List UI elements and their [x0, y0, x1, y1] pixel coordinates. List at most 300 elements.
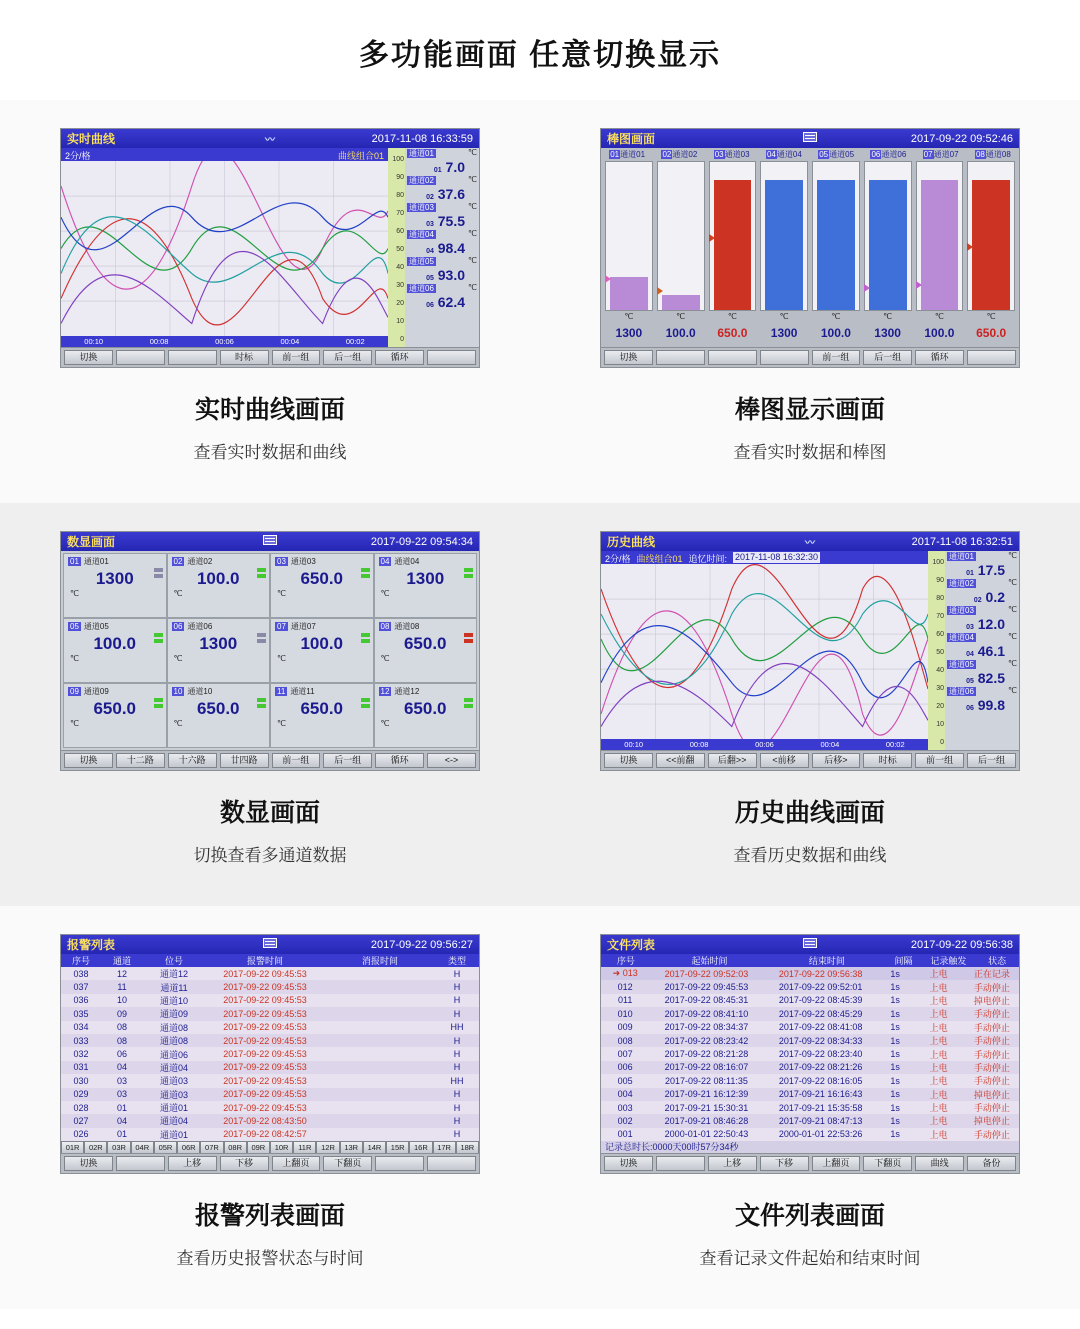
button-blank[interactable]: [427, 350, 476, 365]
table-row[interactable]: [601, 980, 1019, 993]
button-blank[interactable]: [760, 350, 809, 365]
cell-trigger: 上电: [929, 1129, 948, 1140]
y-tick: 10: [936, 721, 944, 728]
button-blank[interactable]: [656, 350, 705, 365]
datetime: 2017-09-22 09:54:34: [370, 535, 473, 548]
cell-end-time: 2017-09-21 08:47:13: [778, 1115, 863, 1126]
button-bar[interactable]: [601, 750, 1019, 770]
channel-no: 02: [173, 557, 183, 566]
digital-cell[interactable]: [374, 618, 478, 683]
cell-channel: 04: [116, 1115, 127, 1126]
button-move-up[interactable]: 上移: [168, 1156, 217, 1171]
channel-name: 通道06: [949, 687, 974, 696]
bar-column: [657, 161, 705, 311]
bar-columns: [601, 161, 1019, 311]
button-blank[interactable]: [116, 1156, 165, 1171]
table-row[interactable]: [61, 1074, 479, 1087]
cell-interval: 1s: [890, 1022, 900, 1033]
channel-value: 650.0: [196, 699, 240, 718]
cell-type: H: [453, 1035, 461, 1046]
caption-title: 文件列表画面: [734, 1202, 885, 1230]
button-curve[interactable]: 曲线: [915, 1156, 964, 1171]
cell-seq: 006: [617, 1062, 633, 1073]
group-label: 曲线组合01: [337, 151, 384, 161]
cell-alarm-time: 2017-09-22 09:45:53: [223, 1089, 307, 1100]
channel-no: 02: [426, 194, 434, 201]
cell-type: H: [453, 982, 461, 993]
table-row[interactable]: [61, 994, 479, 1007]
cell-seq: 001: [617, 1129, 633, 1140]
button-cycle[interactable]: 循环: [375, 350, 424, 365]
cell-end-time: 2017-09-22 08:34:33: [778, 1035, 863, 1046]
channel-row: [405, 148, 479, 175]
alarm-tab[interactable]: 13R: [340, 1141, 363, 1154]
alarm-tab[interactable]: 07R: [200, 1141, 223, 1154]
panel-bar-graph: [540, 100, 1080, 503]
caption-title: 报警列表画面: [194, 1202, 345, 1230]
button-cycle[interactable]: 循环: [915, 350, 964, 365]
table-header: [601, 954, 1019, 967]
caption-sub: 查看实时数据和曲线: [193, 443, 347, 462]
button-12ch[interactable]: 十二路: [116, 753, 165, 768]
button-move-down[interactable]: 下移: [760, 1156, 809, 1171]
alarm-tab[interactable]: 09R: [247, 1141, 270, 1154]
cell-tag: 通道06: [159, 1049, 188, 1060]
time-tick: 00:08: [149, 337, 169, 346]
cell-status: 手动停止: [973, 1062, 1010, 1073]
channel-unit: ℃: [468, 175, 477, 184]
bar-chart-area: [601, 148, 1019, 347]
channel-value: 0.2: [985, 589, 1005, 605]
channel-name: 通道06: [409, 284, 434, 293]
alarm-tab[interactable]: 02R: [84, 1141, 107, 1154]
cell-seq: 027: [73, 1115, 89, 1126]
table-row[interactable]: [601, 1088, 1019, 1101]
button-bar[interactable]: [61, 1153, 479, 1173]
bar-unit: ℃: [831, 312, 841, 321]
caption-title: 历史曲线画面: [734, 799, 885, 827]
digital-cell[interactable]: [167, 683, 271, 748]
channel-no: 06: [966, 705, 974, 712]
panel-history-trend: [540, 503, 1080, 906]
channel-no: 04: [966, 651, 974, 658]
channel-no: 12: [380, 687, 390, 696]
digital-grid-area: [61, 551, 479, 750]
button-move-down[interactable]: 下移: [220, 1156, 269, 1171]
button-16ch[interactable]: 十六路: [168, 753, 217, 768]
channel-unit: ℃: [1008, 659, 1017, 668]
table-row[interactable]: [61, 1021, 479, 1034]
cell-start-time: 2017-09-22 08:16:07: [664, 1062, 749, 1073]
cell-start-time: 2017-09-22 08:41:10: [664, 1008, 749, 1019]
channel-name: 通道01: [409, 149, 434, 158]
screen-digital-display[interactable]: [60, 531, 480, 771]
cell-trigger: 上电: [929, 1076, 948, 1087]
table-row[interactable]: [61, 1034, 479, 1047]
y-tick: 80: [936, 595, 944, 602]
cell-end-time: 2017-09-22 08:23:40: [778, 1049, 863, 1060]
channel-value: 650.0: [300, 569, 344, 588]
alarm-tab[interactable]: 14R: [363, 1141, 386, 1154]
channel-name: 通道02: [949, 579, 974, 588]
cell-type: H: [453, 1102, 461, 1113]
cell-seq: 036: [73, 995, 89, 1006]
channel-row: [945, 578, 1019, 605]
cell-seq: 037: [73, 982, 89, 993]
screen-history-trend[interactable]: [600, 531, 1020, 771]
cell-status: 掉电停止: [973, 995, 1010, 1006]
screen-alarm-list[interactable]: [60, 934, 480, 1174]
screen-title: 数显画面: [67, 535, 116, 549]
bar-value: 1300: [615, 326, 643, 340]
button-toggle[interactable]: <->: [427, 753, 476, 768]
cell-channel: 01: [116, 1129, 127, 1140]
channel-unit: ℃: [70, 589, 79, 598]
table-row[interactable]: [601, 1034, 1019, 1047]
alarm-tab[interactable]: 06R: [177, 1141, 200, 1154]
channel-unit: ℃: [173, 589, 183, 598]
button-blank[interactable]: [967, 350, 1016, 365]
button-backup[interactable]: 备份: [967, 1156, 1016, 1171]
record-total-duration: 记录总时长:0000天00时57分34秒: [601, 1141, 1019, 1154]
table-row[interactable]: [601, 1074, 1019, 1087]
channel-unit: ℃: [468, 202, 477, 211]
cell-alarm-time: 2017-09-22 09:45:53: [223, 995, 307, 1006]
digital-cell[interactable]: [63, 618, 167, 683]
button-page-down[interactable]: 下翻页: [323, 1156, 372, 1171]
cell-end-time: 2017-09-22 09:52:01: [778, 982, 863, 993]
button-timemark[interactable]: 时标: [863, 753, 912, 768]
button-bar[interactable]: [61, 347, 479, 367]
channel-value: 650.0: [403, 699, 447, 718]
alarm-tab[interactable]: 04R: [131, 1141, 154, 1154]
cell-interval: 1s: [890, 1075, 900, 1086]
cell-type: H: [453, 1049, 461, 1060]
button-page-up[interactable]: 上翻页: [812, 1156, 861, 1171]
button-prev-group[interactable]: 前一组: [812, 350, 861, 365]
cell-trigger: 上电: [929, 1049, 948, 1060]
table-row[interactable]: [61, 967, 479, 980]
channel-value: 98.4: [437, 240, 465, 256]
time-tick: 00:02: [885, 740, 905, 749]
y-tick: 100: [392, 156, 404, 163]
cell-tag: 通道04: [159, 1062, 188, 1073]
channel-value: 1300: [199, 634, 238, 653]
alarm-tab[interactable]: 01R: [61, 1141, 84, 1154]
alarm-tab[interactable]: 05R: [154, 1141, 177, 1154]
cell-alarm-time: 2017-09-22 09:45:53: [223, 1102, 307, 1113]
col-channel: 通道: [112, 956, 131, 966]
table-row[interactable]: [601, 1128, 1019, 1141]
alarm-tab[interactable]: 17R: [433, 1141, 456, 1154]
button-page-back[interactable]: <<前翻: [656, 753, 705, 768]
button-prev-group[interactable]: 前一组: [272, 753, 321, 768]
trend-plot-area: [61, 148, 388, 347]
cell-type: H: [453, 968, 461, 979]
channel-name: 通道04: [394, 557, 420, 566]
caption-title: 数显画面: [219, 799, 320, 827]
table-row[interactable]: [601, 994, 1019, 1007]
button-switch[interactable]: 切换: [604, 753, 653, 768]
table-row[interactable]: [61, 1061, 479, 1074]
grid-icon: [803, 938, 817, 948]
button-next-group[interactable]: 后一组: [863, 350, 912, 365]
titlebar: [61, 129, 479, 148]
digital-cell[interactable]: [167, 553, 271, 618]
cell-trigger: 上电: [929, 969, 948, 980]
col-seq: 序号: [71, 956, 90, 966]
cell-interval: 1s: [890, 995, 900, 1006]
bar-value: 1300: [874, 326, 901, 340]
cell-seq: 010: [617, 1008, 633, 1019]
channel-no: 04: [380, 557, 390, 566]
alarm-tab[interactable]: 16R: [409, 1141, 432, 1154]
channel-no: 01: [433, 167, 442, 174]
cell-start-time: 2017-09-22 09:52:03: [664, 968, 749, 979]
channel-value: 1300: [95, 569, 134, 588]
cell-tag: 通道09: [159, 1009, 188, 1020]
wave-icon: 〰: [265, 135, 275, 146]
cell-end-time: 2017-09-22 08:45:29: [778, 1008, 863, 1019]
cell-interval: 1s: [890, 1102, 900, 1113]
channel-name: 通道03: [949, 606, 974, 615]
time-axis: [61, 336, 388, 347]
trend-curves: [61, 161, 388, 336]
channel-value: 7.0: [445, 159, 465, 175]
screen-realtime-trend[interactable]: [60, 128, 480, 368]
button-bar[interactable]: [601, 1153, 1019, 1173]
table-row[interactable]: [601, 1061, 1019, 1074]
digital-cell[interactable]: [374, 553, 478, 618]
button-blank[interactable]: [375, 1156, 424, 1171]
alarm-tab[interactable]: 10R: [270, 1141, 293, 1154]
cell-tag: 通道03: [159, 1089, 188, 1100]
recall-value[interactable]: 2017-11-08 16:32:30: [735, 552, 818, 562]
table-row[interactable]: [61, 1047, 479, 1060]
cell-type: HH: [450, 1075, 464, 1086]
alarm-tab[interactable]: 11R: [293, 1141, 316, 1154]
table-row[interactable]: [61, 1088, 479, 1101]
y-tick: 70: [936, 613, 944, 620]
trend-curves: [601, 564, 928, 739]
channel-no: 03: [426, 221, 434, 228]
grid-icon: [263, 938, 277, 948]
channel-unit: ℃: [70, 654, 79, 663]
y-tick: 70: [396, 210, 404, 217]
table-row[interactable]: [601, 1114, 1019, 1127]
table-row[interactable]: [61, 980, 479, 993]
table-row[interactable]: [601, 967, 1019, 980]
button-page-forward[interactable]: 后翻>>: [708, 753, 757, 768]
titlebar: [601, 935, 1019, 954]
channel-name: 通道04: [409, 230, 434, 239]
cell-tag: 通道10: [159, 995, 188, 1006]
button-blank[interactable]: [168, 350, 217, 365]
col-interval: 间隔: [894, 956, 913, 966]
digital-cell[interactable]: [270, 618, 374, 683]
panel-digital-display: [0, 503, 540, 906]
digital-cell[interactable]: [270, 553, 374, 618]
channel-no: 11: [277, 687, 286, 696]
cell-start-time: 2000-01-01 22:50:43: [664, 1129, 749, 1140]
button-prev-group[interactable]: 前一组: [272, 350, 321, 365]
channel-no: 07: [277, 622, 286, 631]
cell-seq: 005: [617, 1075, 633, 1086]
digital-cell[interactable]: [63, 553, 167, 618]
cell-alarm-time: 2017-09-22 09:45:53: [223, 1049, 307, 1060]
channel-value: 99.8: [977, 697, 1005, 713]
cell-channel: 10: [116, 995, 127, 1006]
y-tick: 0: [940, 739, 944, 746]
cell-alarm-time: 2017-09-22 09:45:53: [223, 1035, 307, 1046]
button-prev-group[interactable]: 前一组: [915, 753, 964, 768]
channel-panel[interactable]: [405, 148, 479, 347]
cell-trigger: 上电: [929, 1103, 948, 1114]
table-row[interactable]: [601, 1047, 1019, 1060]
bar-unit: ℃: [727, 312, 737, 321]
channel-name: 通道02: [409, 176, 434, 185]
channel-value: 1300: [406, 569, 445, 588]
button-timemark[interactable]: 时标: [220, 350, 269, 365]
cell-end-time: 2017-09-22 08:21:26: [778, 1062, 863, 1073]
button-next-group[interactable]: 后一组: [323, 753, 372, 768]
channel-unit: ℃: [1008, 551, 1017, 560]
channel-name: 通道02: [187, 557, 213, 566]
table-row[interactable]: [601, 1101, 1019, 1114]
channel-unit: ℃: [1008, 686, 1017, 695]
bar-header: 02通道02: [662, 150, 698, 159]
cell-alarm-time: 2017-09-22 09:45:53: [223, 968, 307, 979]
titlebar: [61, 532, 479, 551]
screen-file-list[interactable]: [600, 934, 1020, 1174]
cell-alarm-time: 2017-09-22 09:45:53: [223, 1062, 307, 1073]
button-next-group[interactable]: 后一组: [967, 753, 1016, 768]
cell-tag: 通道01: [159, 1129, 188, 1140]
digital-cell[interactable]: [374, 683, 478, 748]
channel-row: [945, 686, 1019, 713]
button-shift-left[interactable]: <前移: [760, 753, 809, 768]
bar-unit: ℃: [986, 312, 996, 321]
cell-type: H: [453, 1008, 461, 1019]
col-type: 类型: [447, 956, 466, 966]
button-switch[interactable]: 切换: [64, 753, 113, 768]
cell-seq: 026: [73, 1129, 89, 1140]
cell-interval: 1s: [890, 1035, 900, 1046]
cell-start-time: 2017-09-22 08:45:31: [664, 995, 749, 1006]
col-start: 起始时间: [691, 956, 728, 966]
cell-interval: 1s: [890, 982, 900, 993]
button-shift-right[interactable]: 后移>: [812, 753, 861, 768]
table-row[interactable]: [61, 1101, 479, 1114]
button-next-group[interactable]: 后一组: [323, 350, 372, 365]
bar-header: 08通道08: [975, 150, 1011, 159]
channel-no: 01: [70, 557, 79, 566]
cell-seq: 030: [73, 1075, 89, 1086]
table-row[interactable]: [61, 1128, 479, 1141]
time-tick: 00:06: [755, 740, 774, 749]
recall-label: 追忆时间:: [688, 554, 728, 564]
button-page-up[interactable]: 上翻页: [272, 1156, 321, 1171]
datetime: 2017-11-08 16:33:59: [371, 132, 473, 145]
button-bar[interactable]: [601, 347, 1019, 367]
channel-name: 通道01: [949, 552, 974, 561]
digital-cell[interactable]: [167, 618, 271, 683]
cell-trigger: 上电: [929, 1062, 948, 1073]
cell-start-time: 2017-09-22 08:23:42: [664, 1035, 749, 1046]
channel-no: 01: [966, 570, 974, 577]
caption-sub: 查看历史报警状态与时间: [176, 1249, 364, 1268]
button-blank[interactable]: [708, 350, 757, 365]
button-switch[interactable]: 切换: [604, 350, 653, 365]
cell-alarm-time: 2017-09-22 09:45:53: [223, 1008, 307, 1019]
button-bar[interactable]: [61, 750, 479, 770]
bar-value: 100.0: [820, 326, 851, 340]
cell-interval: 1s: [890, 1008, 900, 1019]
cell-status: 手动停止: [973, 1036, 1010, 1047]
alarm-tab[interactable]: 03R: [107, 1141, 130, 1154]
bar-header: 03通道03: [714, 150, 750, 159]
y-tick: 20: [396, 300, 404, 307]
button-24ch[interactable]: 廿四路: [220, 753, 269, 768]
channel-row: [405, 229, 479, 256]
button-blank[interactable]: [116, 350, 165, 365]
channel-unit: ℃: [468, 148, 477, 157]
alarm-tab[interactable]: 18R: [456, 1141, 479, 1154]
alarm-tab[interactable]: 12R: [316, 1141, 339, 1154]
scale-label: 2分/格: [605, 554, 631, 564]
channel-value: 650.0: [403, 634, 447, 653]
button-move-up[interactable]: 上移: [708, 1156, 757, 1171]
digital-cell[interactable]: [63, 683, 167, 748]
channel-no: 10: [173, 687, 183, 696]
button-page-down[interactable]: 下翻页: [863, 1156, 912, 1171]
col-tag: 位号: [164, 956, 183, 966]
cell-seq: 002: [617, 1115, 633, 1126]
channel-value: 650.0: [93, 699, 137, 718]
button-blank[interactable]: [427, 1156, 476, 1171]
channel-value: 100.0: [93, 634, 137, 653]
channel-row: [405, 256, 479, 283]
bar-column: [605, 161, 653, 311]
button-switch[interactable]: 切换: [64, 1156, 113, 1171]
bar-column: [864, 161, 912, 311]
cell-seq: 009: [617, 1022, 633, 1033]
table-row[interactable]: [61, 1114, 479, 1127]
button-switch[interactable]: 切换: [604, 1156, 653, 1171]
table-row[interactable]: [601, 1007, 1019, 1020]
cell-seq: 034: [73, 1022, 89, 1033]
channel-value: 46.1: [977, 643, 1005, 659]
button-blank[interactable]: [656, 1156, 705, 1171]
alarm-tab[interactable]: 15R: [386, 1141, 409, 1154]
button-switch[interactable]: 切换: [64, 350, 113, 365]
table-row[interactable]: [601, 1021, 1019, 1034]
screen-bar-graph[interactable]: [600, 128, 1020, 368]
cell-type: HH: [450, 1022, 464, 1033]
scale-label: 2分/格: [65, 151, 91, 161]
table-row[interactable]: [61, 1007, 479, 1020]
channel-panel[interactable]: [945, 551, 1019, 750]
panel-grid: [0, 100, 1080, 1309]
cell-status: 手动停止: [973, 1022, 1010, 1033]
cell-channel: 09: [116, 1008, 127, 1019]
grid-icon: [803, 132, 817, 142]
button-cycle[interactable]: 循环: [375, 753, 424, 768]
digital-cell[interactable]: [270, 683, 374, 748]
bar-unit: ℃: [934, 312, 944, 321]
bar-values: [601, 322, 1019, 340]
alarm-tab[interactable]: 08R: [224, 1141, 247, 1154]
